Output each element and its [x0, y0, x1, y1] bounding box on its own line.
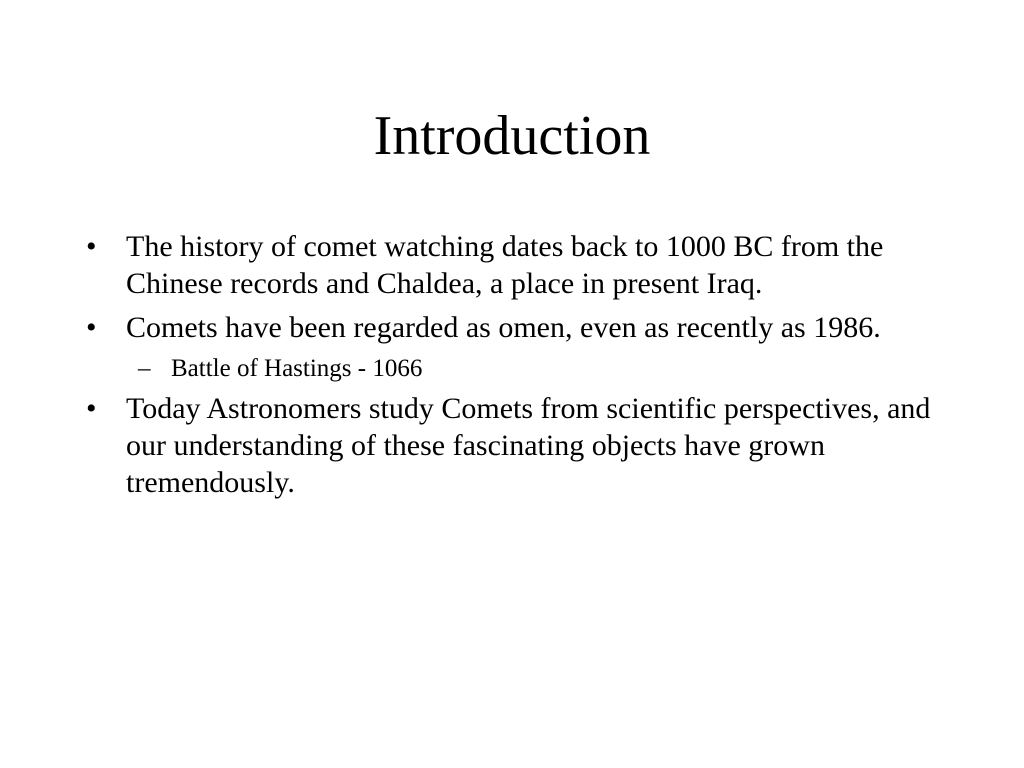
bullet-text: The history of comet watching dates back to 1000 BC from the Chinese records and Chaldea, a place in present Iraq. — [126, 230, 884, 300]
bullet-marker: • — [86, 311, 97, 344]
bullet-list — [86, 228, 966, 508]
sub-bullet-marker: – — [138, 355, 151, 382]
bullet-marker: • — [86, 230, 97, 263]
bullet-marker: • — [86, 392, 97, 425]
sub-bullet-item — [86, 353, 966, 385]
bullet-text: Comets have been regarded as omen, even as recently as 1986. — [126, 311, 881, 344]
bullet-item — [86, 228, 966, 302]
bullet-text: Today Astronomers study Comets from scientific perspectives, and our understanding of these fascinating objects have grown tremendously. — [126, 392, 931, 499]
sub-bullet-text: Battle of Hastings - 1066 — [171, 355, 423, 382]
sub-bullet-list — [86, 353, 966, 385]
bullet-item — [86, 390, 966, 501]
bullet-item — [86, 309, 966, 346]
slide-title: Introduction — [373, 105, 651, 167]
